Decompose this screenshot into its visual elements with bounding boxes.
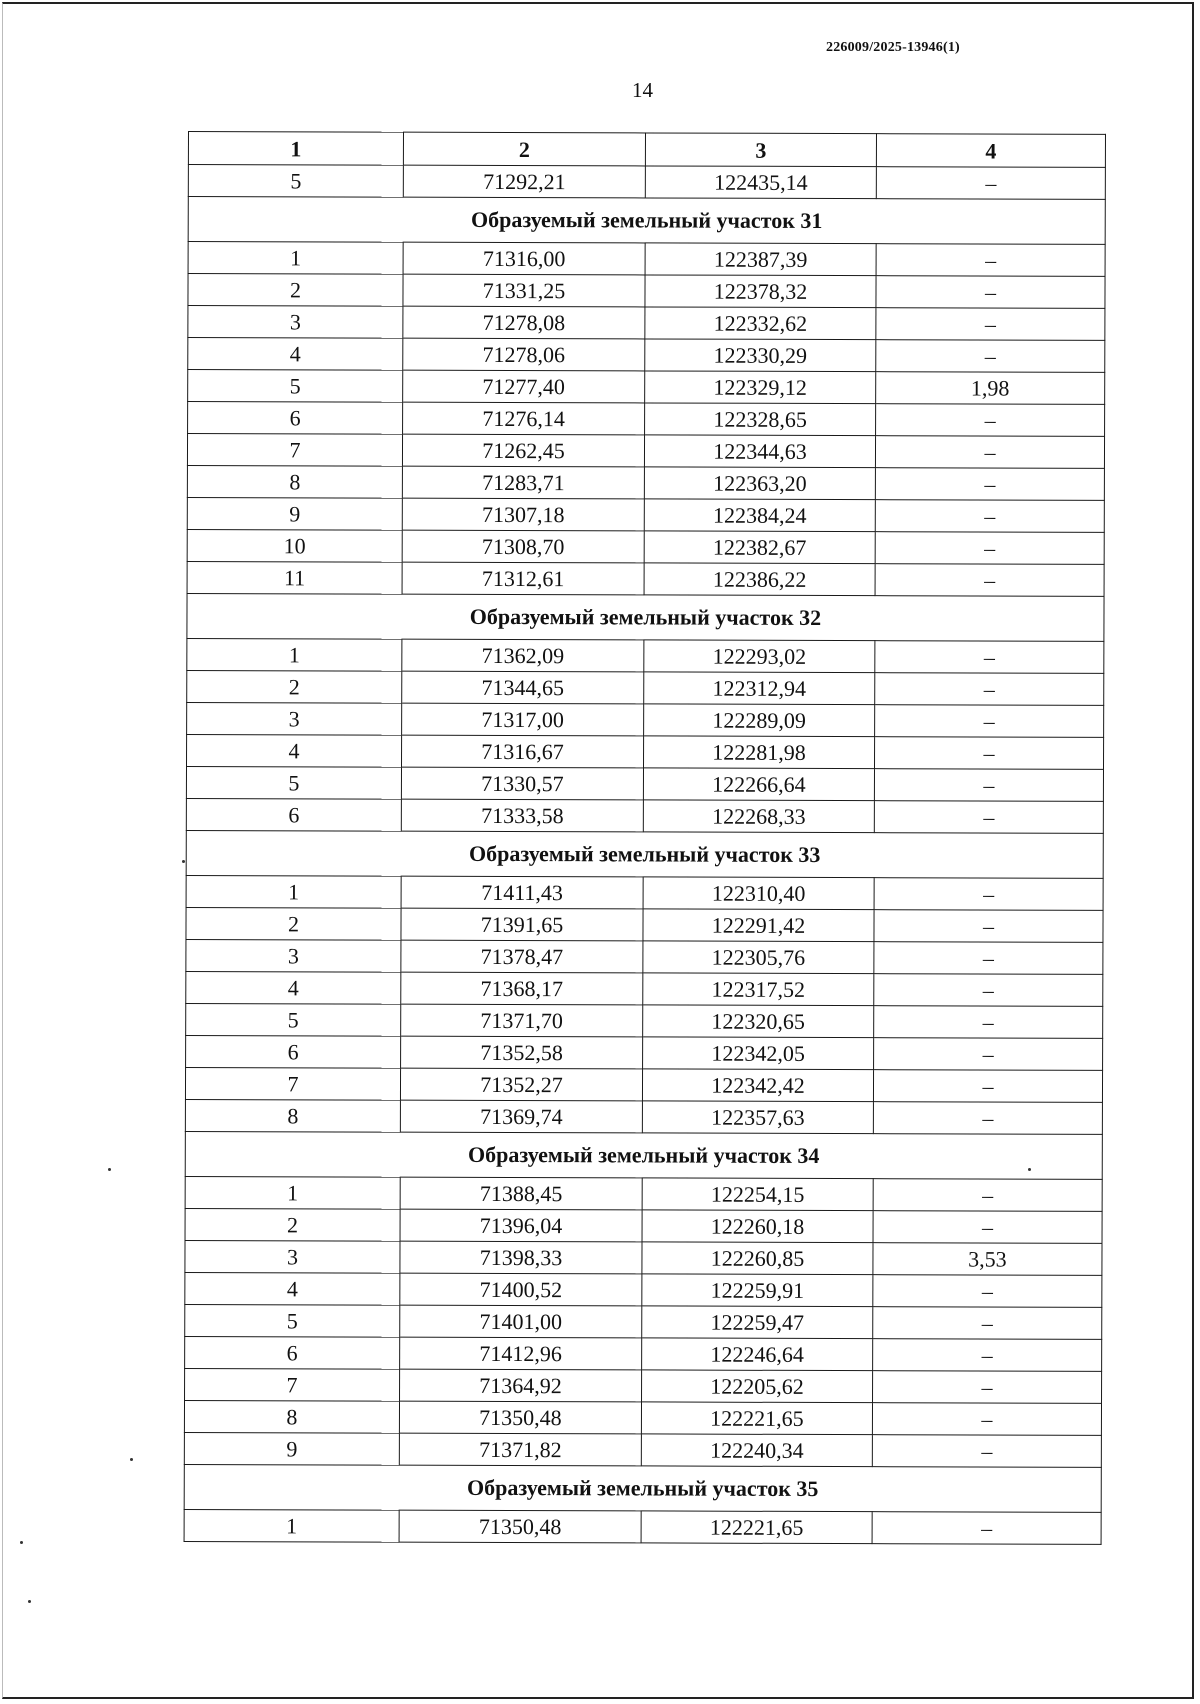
table-row <box>187 561 1104 596</box>
table-cell: 71371,82 <box>399 1433 641 1466</box>
table-cell: – <box>874 974 1103 1007</box>
table-cell: 1 <box>184 1509 399 1542</box>
table-cell: 122344,63 <box>644 435 875 468</box>
table-cell: – <box>876 308 1105 341</box>
table-cell: – <box>872 1403 1101 1436</box>
table-cell: 5 <box>186 1003 401 1036</box>
table-cell: 71276,14 <box>403 402 645 435</box>
section-header-row <box>188 197 1105 245</box>
table-row <box>186 907 1103 942</box>
table-cell: 122281,98 <box>644 736 875 769</box>
table-cell: 71333,58 <box>401 799 643 832</box>
table-cell: 122205,62 <box>642 1370 873 1403</box>
table-row <box>185 1304 1102 1339</box>
table-cell: – <box>873 1371 1102 1404</box>
table-cell: 71316,00 <box>403 242 645 275</box>
table-row <box>184 1509 1101 1544</box>
table-cell: 1 <box>186 875 401 908</box>
table-cell: 122330,29 <box>645 339 876 372</box>
table-cell: 1,98 <box>876 372 1105 405</box>
table-cell: – <box>875 564 1104 597</box>
section-header-row <box>184 1464 1101 1512</box>
column-header: 2 <box>403 132 645 166</box>
table-cell: 122310,40 <box>643 877 874 910</box>
table-cell: 8 <box>184 1400 399 1433</box>
document-number: 226009/2025-13946(1) <box>826 40 960 55</box>
section-header-row <box>185 1131 1102 1179</box>
table-row <box>186 1003 1103 1038</box>
scan-speck <box>182 860 185 863</box>
table-cell: 122240,34 <box>641 1434 872 1467</box>
table-cell: – <box>876 244 1105 277</box>
table-cell: 4 <box>185 1272 400 1305</box>
table-cell: – <box>874 910 1103 943</box>
column-header: 4 <box>876 134 1105 168</box>
table-cell: 71278,08 <box>403 306 645 339</box>
table-cell: 6 <box>185 1336 400 1369</box>
page-number: 14 <box>632 78 653 102</box>
table-cell: – <box>873 1179 1102 1212</box>
table-cell: 71396,04 <box>400 1209 642 1242</box>
table-cell: 122289,09 <box>644 704 875 737</box>
table-cell: 122357,63 <box>642 1101 873 1134</box>
table-cell: – <box>876 404 1105 437</box>
table-cell: 7 <box>185 1067 400 1100</box>
table-cell: 5 <box>186 766 401 799</box>
table-cell: 122312,94 <box>644 672 875 705</box>
table-cell: 122305,76 <box>643 941 874 974</box>
table-cell: 3 <box>186 939 401 972</box>
table-cell: – <box>874 769 1103 802</box>
table-row <box>188 370 1105 405</box>
table-row <box>188 338 1105 373</box>
table-row <box>186 971 1103 1006</box>
table-cell: 122317,52 <box>643 973 874 1006</box>
table-row <box>187 670 1104 705</box>
table-cell: – <box>873 1339 1102 1372</box>
table-cell: 122384,24 <box>644 499 875 532</box>
table-row <box>185 1240 1102 1275</box>
table-row <box>187 529 1104 564</box>
table-cell: 5 <box>185 1304 400 1337</box>
table-cell: 71398,33 <box>400 1241 642 1274</box>
table-cell: – <box>875 532 1104 565</box>
table-cell: 122259,91 <box>642 1274 873 1307</box>
table-cell: 3 <box>188 306 403 339</box>
table-row <box>186 939 1103 974</box>
table-cell: 122259,47 <box>642 1306 873 1339</box>
table-cell: 11 <box>187 561 402 594</box>
table-cell: 7 <box>185 1368 400 1401</box>
table-cell: 2 <box>188 274 403 307</box>
section-title: Образуемый земельный участок 32 <box>187 593 1104 641</box>
table-cell: 122378,32 <box>645 275 876 308</box>
coordinates-table-body <box>184 132 1105 1545</box>
table-cell: 71388,45 <box>400 1177 642 1210</box>
table-row <box>186 875 1103 910</box>
table-cell: 122328,65 <box>645 403 876 436</box>
table-cell: 122363,20 <box>644 467 875 500</box>
table-cell: 71412,96 <box>400 1337 642 1370</box>
table-cell: 71378,47 <box>401 940 643 973</box>
table-cell: – <box>876 167 1105 200</box>
table-cell: 71317,00 <box>402 703 644 736</box>
table-row <box>187 434 1104 469</box>
table-cell: – <box>876 276 1105 309</box>
table-row <box>186 798 1103 833</box>
table-cell: – <box>873 1307 1102 1340</box>
table-cell: 122382,67 <box>644 531 875 564</box>
table-cell: 122260,85 <box>642 1242 873 1275</box>
table-cell: 71316,67 <box>402 735 644 768</box>
scan-speck <box>130 1458 133 1461</box>
table-cell: 122268,33 <box>643 800 874 833</box>
table-cell: 122386,22 <box>644 563 875 596</box>
table-row <box>184 1432 1101 1467</box>
table-cell: 122254,15 <box>642 1178 873 1211</box>
table-cell: 4 <box>188 338 403 371</box>
table-cell: 71352,58 <box>401 1036 643 1069</box>
table-cell: – <box>875 468 1104 501</box>
table-cell: 122320,65 <box>643 1005 874 1038</box>
section-header-row <box>186 830 1103 878</box>
table-cell: 1 <box>188 242 403 275</box>
table-cell: 122291,42 <box>643 909 874 942</box>
table-cell: – <box>875 500 1104 533</box>
table-cell: 3,53 <box>873 1243 1102 1276</box>
table-cell: – <box>875 737 1104 770</box>
table-cell: – <box>874 1038 1103 1071</box>
table-row <box>185 1208 1102 1243</box>
table-cell: 71371,70 <box>401 1004 643 1037</box>
table-cell: – <box>873 1070 1102 1103</box>
table-cell: 71368,17 <box>401 972 643 1005</box>
table-cell: 122332,62 <box>645 307 876 340</box>
table-header-row <box>188 132 1105 168</box>
table-cell: 9 <box>187 497 402 530</box>
table-cell: – <box>872 1512 1101 1545</box>
table-row <box>185 1067 1102 1102</box>
table-cell: – <box>874 801 1103 834</box>
table-cell: 71312,61 <box>402 562 644 595</box>
table-cell: 71292,21 <box>403 165 645 198</box>
table-cell: 71350,48 <box>399 1510 641 1543</box>
table-cell: 71344,65 <box>402 671 644 704</box>
table-row <box>185 1099 1102 1134</box>
section-header-row <box>187 593 1104 641</box>
section-title: Образуемый земельный участок 35 <box>184 1464 1101 1512</box>
table-cell: 71283,71 <box>402 466 644 499</box>
table-cell: 2 <box>185 1208 400 1241</box>
table-cell: – <box>874 878 1103 911</box>
table-row <box>185 1368 1102 1403</box>
table-cell: 6 <box>186 1035 401 1068</box>
table-row <box>187 734 1104 769</box>
column-header: 3 <box>645 133 876 167</box>
coordinates-table <box>184 131 1106 1545</box>
table-cell: – <box>873 1275 1102 1308</box>
table-cell: 122435,14 <box>645 166 876 199</box>
table-cell: 7 <box>187 434 402 467</box>
table-cell: 71364,92 <box>400 1369 642 1402</box>
table-cell: – <box>873 1211 1102 1244</box>
table-cell: – <box>874 942 1103 975</box>
table-row <box>187 702 1104 737</box>
table-cell: 8 <box>185 1099 400 1132</box>
table-cell: 5 <box>188 370 403 403</box>
table-cell: 122266,64 <box>643 768 874 801</box>
column-header: 1 <box>188 132 403 166</box>
table-row <box>188 165 1105 200</box>
table-cell: 122293,02 <box>644 640 875 673</box>
table-cell: 122329,12 <box>645 371 876 404</box>
table-cell: 122221,65 <box>641 1511 872 1544</box>
table-cell: 71411,43 <box>401 876 643 909</box>
table-cell: – <box>875 673 1104 706</box>
table-cell: – <box>873 1102 1102 1135</box>
coordinates-table-container <box>184 131 1105 1545</box>
table-row <box>185 1272 1102 1307</box>
table-row <box>187 465 1104 500</box>
table-cell: 1 <box>187 638 402 671</box>
table-cell: 71330,57 <box>401 767 643 800</box>
table-row <box>187 638 1104 673</box>
table-row <box>185 1336 1102 1371</box>
table-row <box>186 766 1103 801</box>
table-cell: 5 <box>188 165 403 198</box>
scan-speck <box>108 1168 111 1171</box>
table-cell: 122342,05 <box>643 1037 874 1070</box>
scan-speck <box>28 1600 31 1603</box>
scan-speck <box>20 1541 23 1544</box>
table-row <box>187 497 1104 532</box>
table-row <box>188 402 1105 437</box>
table-cell: 71308,70 <box>402 530 644 563</box>
table-cell: 122221,65 <box>641 1402 872 1435</box>
table-cell: 71262,45 <box>402 434 644 467</box>
table-cell: 122387,39 <box>645 243 876 276</box>
table-cell: 71307,18 <box>402 498 644 531</box>
scan-speck <box>1028 1168 1031 1171</box>
table-cell: 6 <box>186 798 401 831</box>
table-cell: 71278,06 <box>403 338 645 371</box>
table-cell: 8 <box>187 465 402 498</box>
section-title: Образуемый земельный участок 31 <box>188 197 1105 245</box>
table-cell: 71277,40 <box>403 370 645 403</box>
table-cell: 3 <box>187 702 402 735</box>
table-cell: 71391,65 <box>401 908 643 941</box>
section-title: Образуемый земельный участок 33 <box>186 830 1103 878</box>
table-cell: 2 <box>186 907 401 940</box>
table-cell: 122342,42 <box>642 1069 873 1102</box>
table-cell: 71352,27 <box>400 1068 642 1101</box>
table-cell: 4 <box>186 971 401 1004</box>
table-cell: – <box>876 340 1105 373</box>
table-cell: 2 <box>187 670 402 703</box>
table-cell: 71369,74 <box>400 1100 642 1133</box>
table-cell: 71331,25 <box>403 274 645 307</box>
table-cell: 6 <box>188 402 403 435</box>
table-row <box>184 1400 1101 1435</box>
table-cell: 71401,00 <box>400 1305 642 1338</box>
table-cell: 71350,48 <box>399 1401 641 1434</box>
section-title: Образуемый земельный участок 34 <box>185 1131 1102 1179</box>
table-cell: 9 <box>184 1432 399 1465</box>
table-cell: 122260,18 <box>642 1210 873 1243</box>
table-cell: 10 <box>187 529 402 562</box>
table-cell: 122246,64 <box>642 1338 873 1371</box>
table-cell: – <box>872 1435 1101 1468</box>
table-cell: – <box>874 1006 1103 1039</box>
table-cell: 4 <box>187 734 402 767</box>
table-row <box>188 306 1105 341</box>
table-cell: – <box>875 436 1104 469</box>
table-cell: 3 <box>185 1240 400 1273</box>
table-cell: 1 <box>185 1176 400 1209</box>
table-row <box>188 242 1105 277</box>
table-cell: 71400,52 <box>400 1273 642 1306</box>
table-cell: – <box>875 641 1104 674</box>
table-row <box>185 1176 1102 1211</box>
table-row <box>186 1035 1103 1070</box>
table-cell: 71362,09 <box>402 639 644 672</box>
table-cell: – <box>875 705 1104 738</box>
table-row <box>188 274 1105 309</box>
